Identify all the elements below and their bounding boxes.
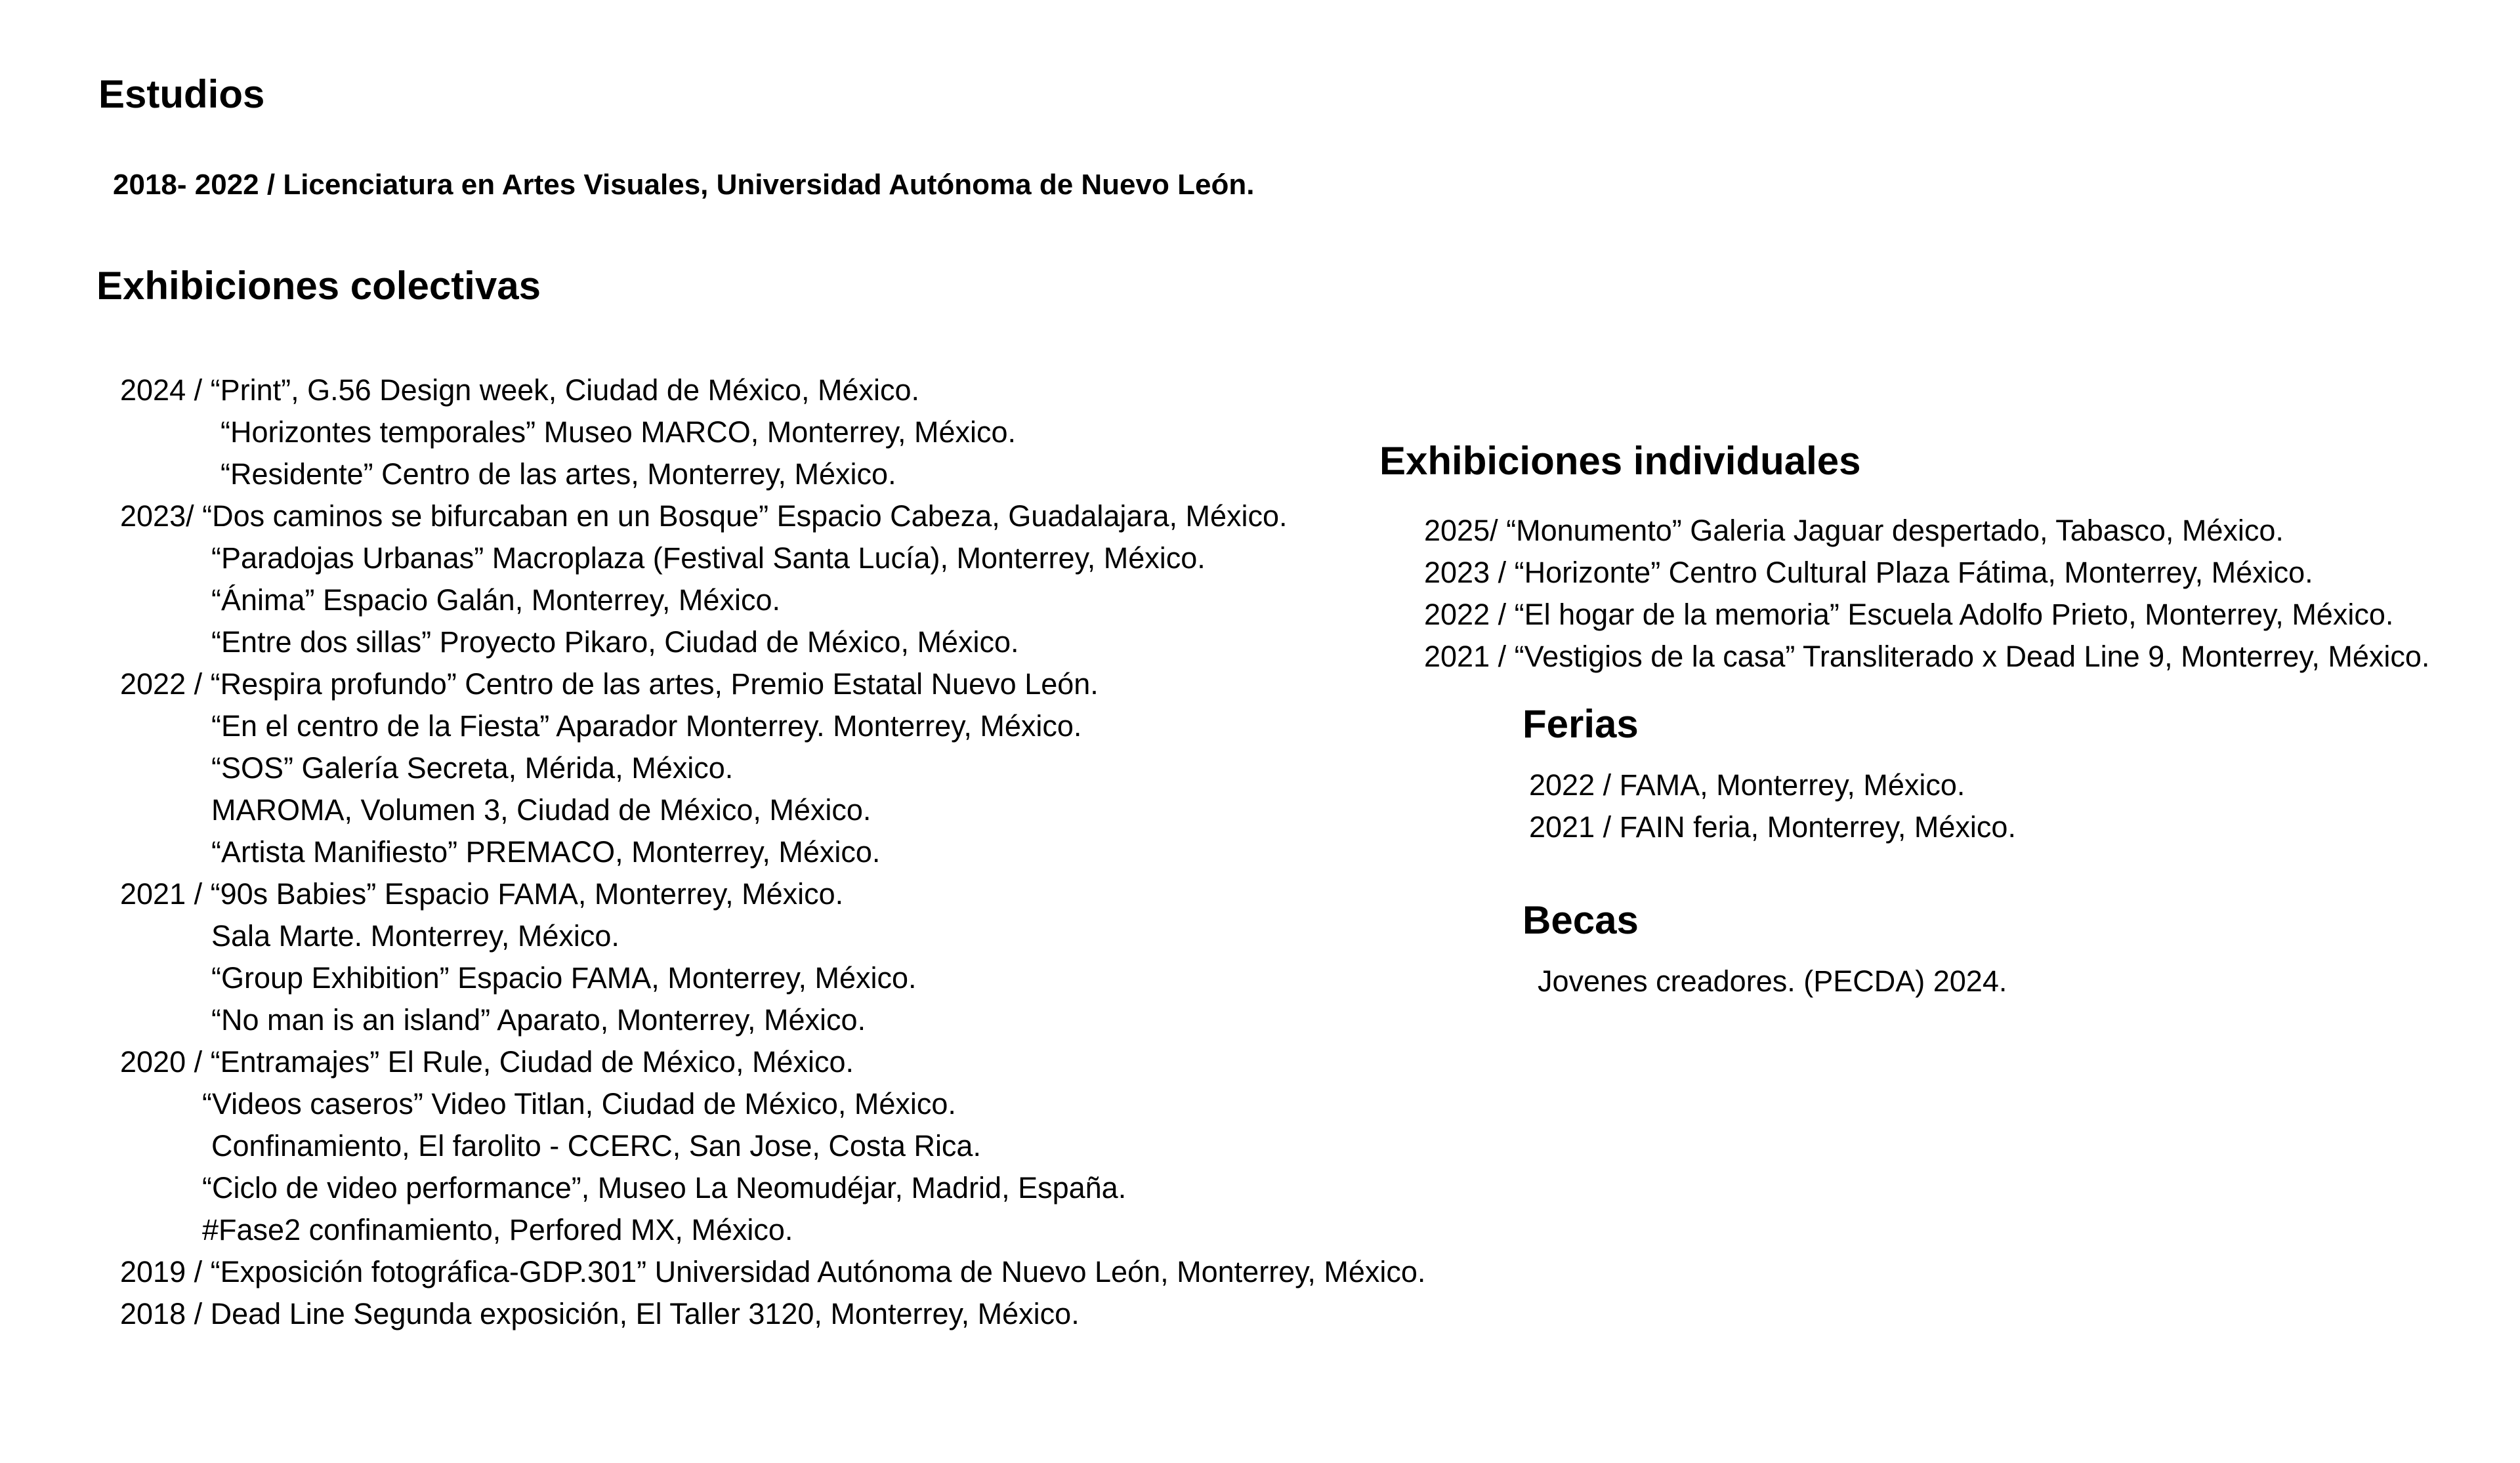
list-item: Sala Marte. Monterrey, México. [211,919,620,953]
list-item: 2022 / FAMA, Monterrey, México. [1529,768,1965,802]
list-item: Confinamiento, El farolito - CCERC, San Jose, Costa Rica. [211,1129,981,1163]
list-item: 2021 / “90s Babies” Espacio FAMA, Monterrey, México. [120,877,844,911]
list-item: 2019 / “Exposición fotográfica-GDP.301” Universidad Autónoma de Nuevo León, Monterrey, México. [120,1255,1426,1288]
list-item: 2021 / FAIN feria, Monterrey, México. [1529,810,2016,844]
list-item: 2020 / “Entramajes” El Rule, Ciudad de México, México. [120,1045,854,1079]
list-item: “Horizontes temporales” Museo MARCO, Monterrey, México. [220,415,1017,449]
list-item: 2021 / “Vestigios de la casa” Transliterado x Dead Line 9, Monterrey, México. [1424,640,2430,673]
list-item: 2025/ “Monumento” Galeria Jaguar despertado, Tabasco, México. [1424,514,2284,547]
list-item: “Residente” Centro de las artes, Monterrey, México. [220,457,896,491]
list-item: “En el centro de la Fiesta” Aparador Monterrey. Monterrey, México. [211,709,1082,743]
list-item: 2022 / “Respira profundo” Centro de las artes, Premio Estatal Nuevo León. [120,667,1099,701]
ferias-heading: Ferias [1522,702,1639,746]
list-item: 2022 / “El hogar de la memoria” Escuela Adolfo Prieto, Monterrey, México. [1424,598,2394,631]
list-item: “Paradojas Urbanas” Macroplaza (Festival Santa Lucía), Monterrey, México. [211,541,1206,575]
becas-heading: Becas [1522,898,1639,942]
individuales-heading: Exhibiciones individuales [1379,439,1861,483]
list-item: Jovenes creadores. (PECDA) 2024. [1538,964,2007,998]
list-item: 2018 / Dead Line Segunda exposición, El Taller 3120, Monterrey, México. [120,1297,1080,1330]
estudios-heading: Estudios [98,72,265,116]
estudios-entry: 2018- 2022 / Licenciatura en Artes Visuales, Universidad Autónoma de Nuevo León. [113,169,1255,201]
list-item: “Videos caseros” Video Titlan, Ciudad de México, México. [202,1087,956,1121]
list-item: “Artista Manifiesto” PREMACO, Monterrey, México. [211,835,881,869]
list-item: 2023/ “Dos caminos se bifurcaban en un Bosque” Espacio Cabeza, Guadalajara, México. [120,499,1288,533]
list-item: “No man is an island” Aparato, Monterrey, México. [211,1003,866,1037]
list-item: 2023 / “Horizonte” Centro Cultural Plaza Fátima, Monterrey, México. [1424,556,2313,589]
colectivas-heading: Exhibiciones colectivas [96,264,541,308]
list-item: “Ánima” Espacio Galán, Monterrey, México. [211,583,780,617]
list-item: “Group Exhibition” Espacio FAMA, Monterrey, México. [211,961,917,995]
list-item: MAROMA, Volumen 3, Ciudad de México, México. [211,793,872,827]
list-item: “SOS” Galería Secreta, Mérida, México. [211,751,734,785]
list-item: #Fase2 confinamiento, Perfored MX, México. [202,1213,793,1247]
list-item: “Ciclo de video performance”, Museo La Neomudéjar, Madrid, España. [202,1171,1127,1205]
list-item: “Entre dos sillas” Proyecto Pikaro, Ciudad de México, México. [211,625,1019,659]
list-item: 2024 / “Print”, G.56 Design week, Ciudad de México, México. [120,373,920,407]
